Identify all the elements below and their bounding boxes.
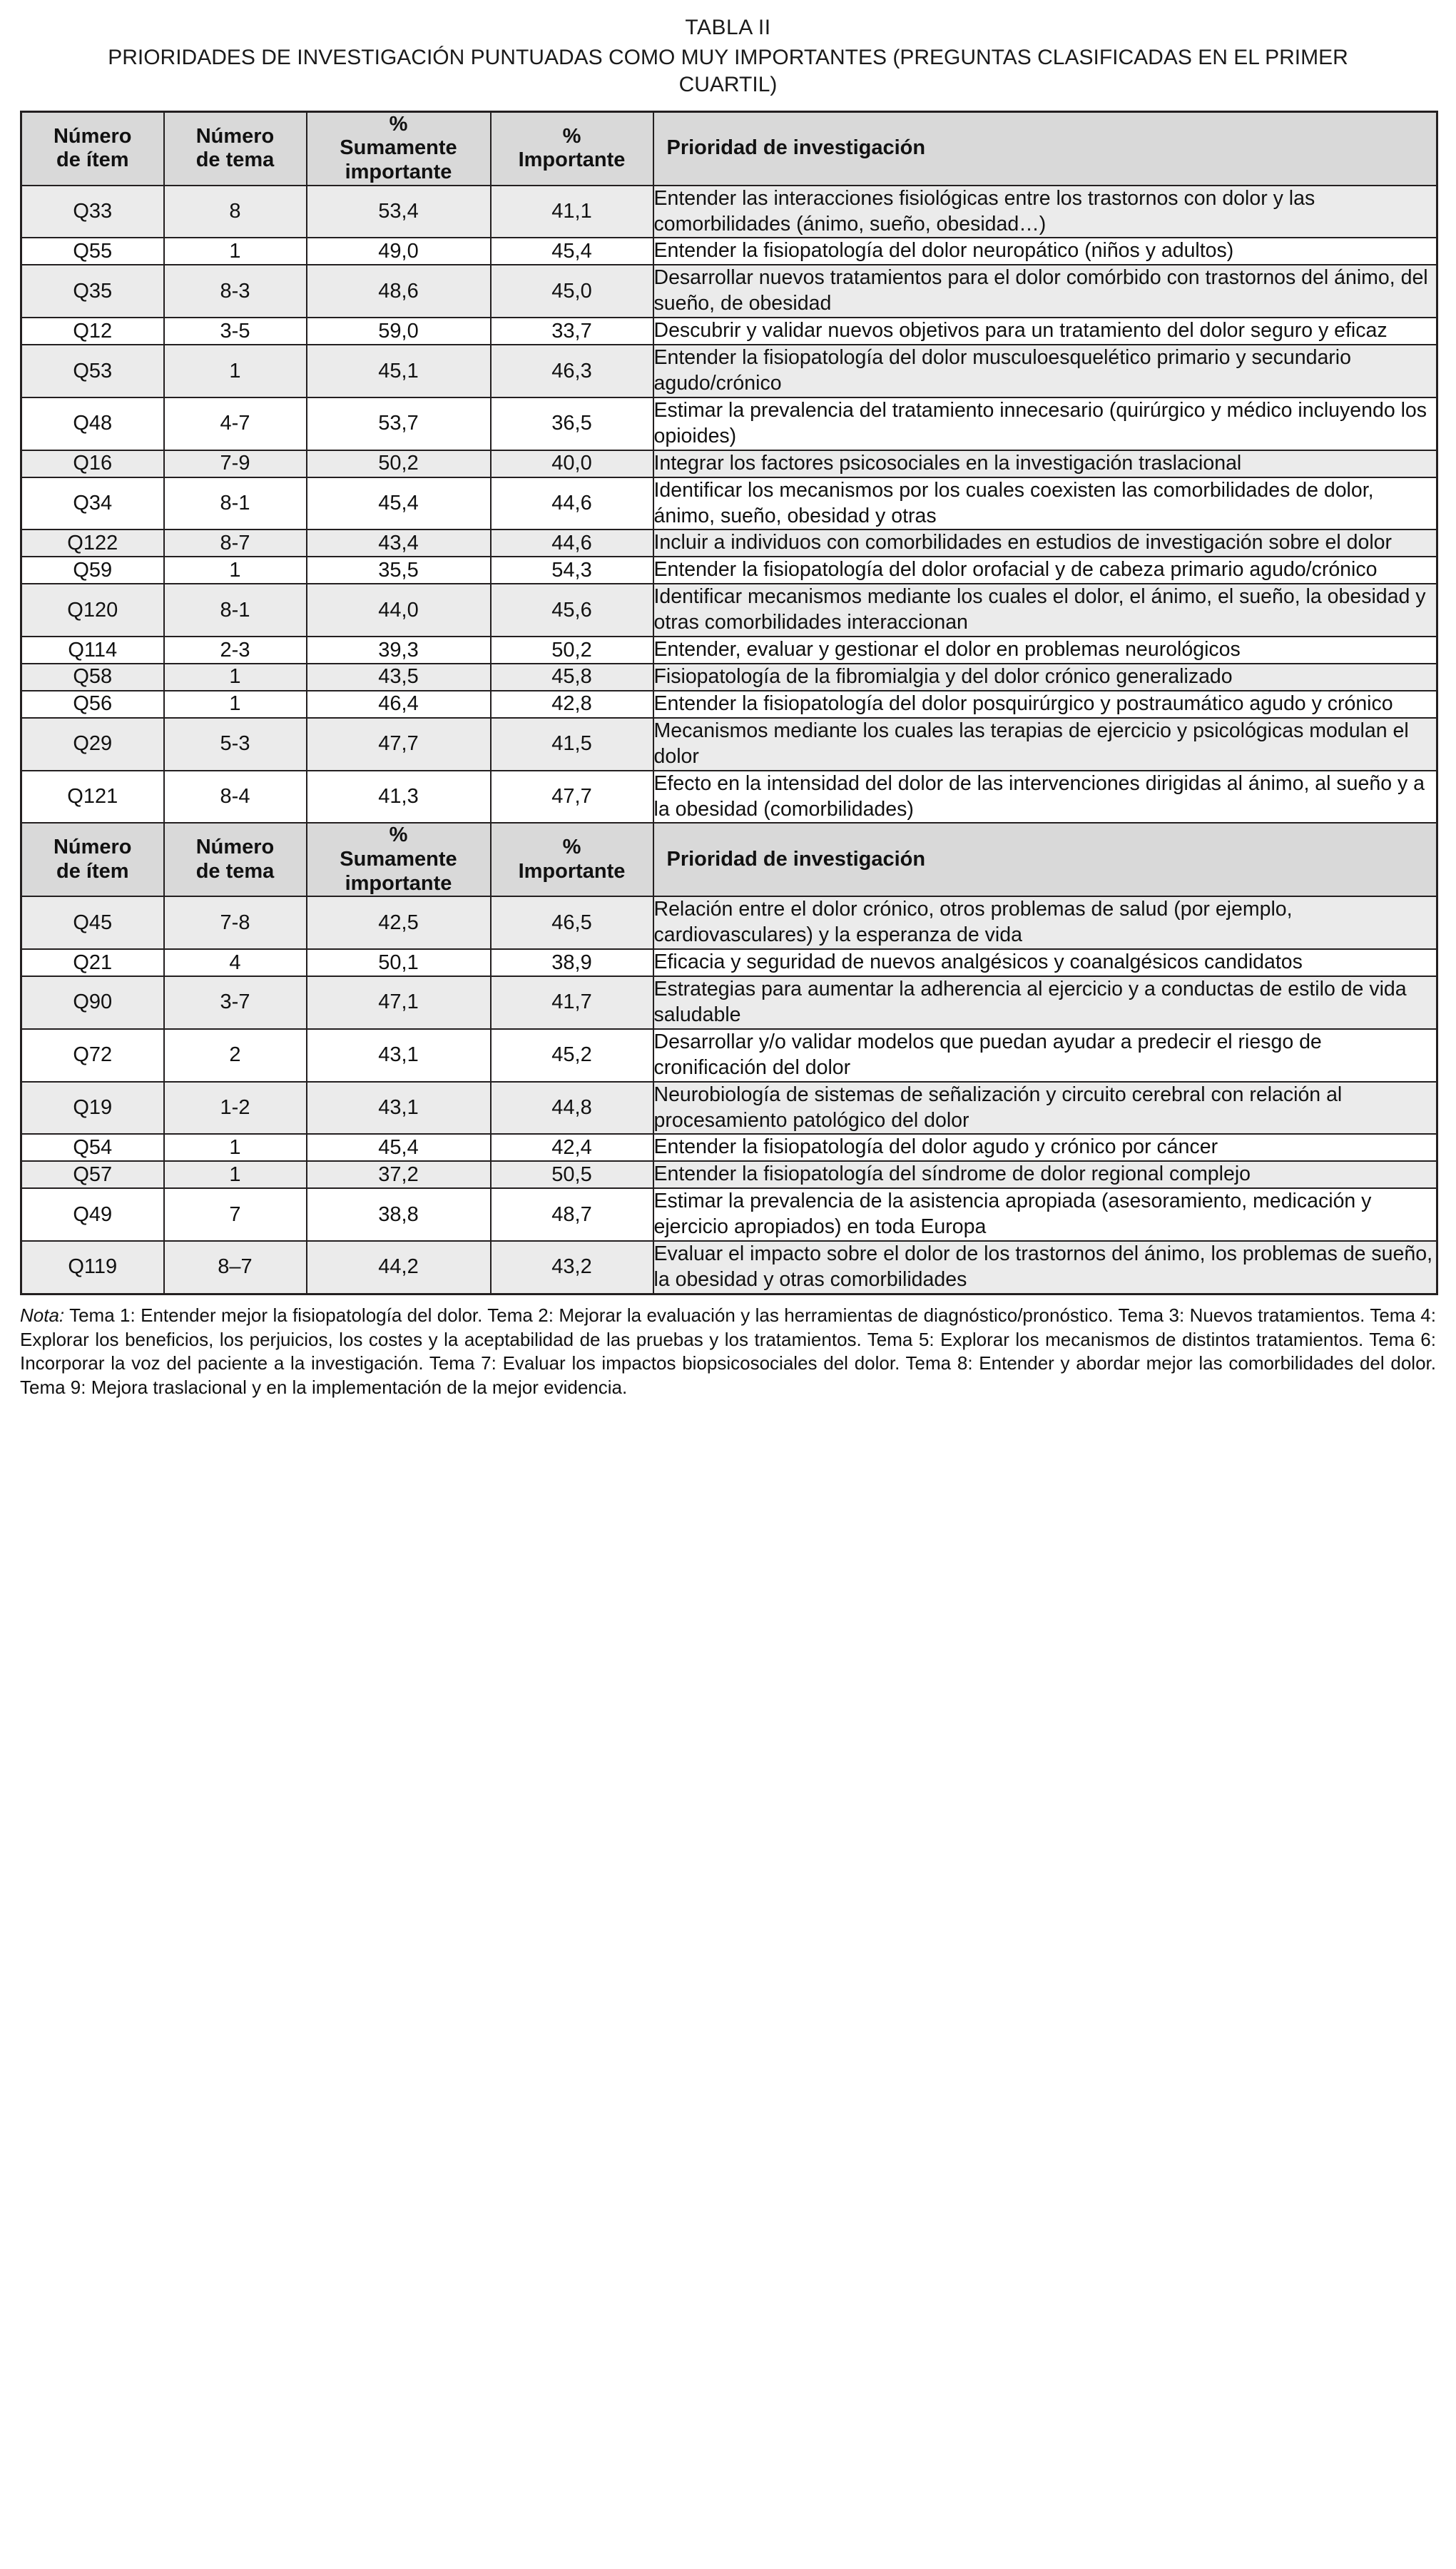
- cell-sumamente: 49,0: [307, 238, 491, 265]
- cell-item: Q57: [21, 1161, 164, 1188]
- cell-item: Q114: [21, 637, 164, 664]
- cell-tema: 1: [164, 664, 307, 691]
- table-caption: PRIORIDADES DE INVESTIGACIÓN PUNTUADAS COMO MUY IMPORTANTES (PREGUNTAS CLASIFICADAS EN EL PRIMER CUARTIL): [108, 46, 1348, 97]
- cell-prioridad: Entender, evaluar y gestionar el dolor en problemas neurológicos: [653, 637, 1437, 664]
- cell-prioridad: Identificar los mecanismos por los cuales coexisten las comorbilidades de dolor, ánimo, sueño, obesidad y otras: [653, 477, 1437, 530]
- cell-item: Q120: [21, 584, 164, 637]
- table-row: [21, 584, 1437, 637]
- cell-item: Q48: [21, 397, 164, 450]
- cell-item: Q72: [21, 1029, 164, 1082]
- cell-tema: 2-3: [164, 637, 307, 664]
- cell-prioridad: Eficacia y seguridad de nuevos analgésicos y coanalgésicos candidatos: [653, 949, 1437, 976]
- cell-prioridad: Fisiopatología de la fibromialgia y del dolor crónico generalizado: [653, 664, 1437, 691]
- cell-prioridad: Entender la fisiopatología del síndrome de dolor regional complejo: [653, 1161, 1437, 1188]
- cell-sumamente: 45,4: [307, 1134, 491, 1161]
- cell-sumamente: 44,0: [307, 584, 491, 637]
- cell-sumamente: 43,1: [307, 1029, 491, 1082]
- cell-importante: 46,5: [491, 896, 653, 949]
- table-row: [21, 718, 1437, 771]
- cell-importante: 54,3: [491, 557, 653, 584]
- table-row: [21, 691, 1437, 718]
- cell-tema: 7-8: [164, 896, 307, 949]
- cell-importante: 42,4: [491, 1134, 653, 1161]
- cell-tema: 3-5: [164, 318, 307, 345]
- cell-tema: 1: [164, 1161, 307, 1188]
- cell-item: Q56: [21, 691, 164, 718]
- cell-item: Q45: [21, 896, 164, 949]
- cell-sumamente: 38,8: [307, 1188, 491, 1241]
- table-row: [21, 450, 1437, 477]
- cell-importante: 45,0: [491, 265, 653, 318]
- cell-tema: 8-1: [164, 584, 307, 637]
- cell-sumamente: 43,1: [307, 1082, 491, 1135]
- table-row: [21, 345, 1437, 397]
- cell-importante: 40,0: [491, 450, 653, 477]
- cell-tema: 7-9: [164, 450, 307, 477]
- cell-prioridad: Identificar mecanismos mediante los cuales el dolor, el ánimo, el sueño, la obesidad y otras comorbilidades interaccionan: [653, 584, 1437, 637]
- cell-tema: 3-7: [164, 976, 307, 1029]
- cell-importante: 36,5: [491, 397, 653, 450]
- table-row: [21, 771, 1437, 824]
- cell-tema: 8-7: [164, 529, 307, 557]
- table-label: TABLA II: [685, 16, 771, 39]
- cell-item: Q34: [21, 477, 164, 530]
- cell-item: Q122: [21, 529, 164, 557]
- cell-importante: 44,8: [491, 1082, 653, 1135]
- cell-prioridad: Entender la fisiopatología del dolor posquirúrgico y postraumático agudo y crónico: [653, 691, 1437, 718]
- cell-importante: 50,5: [491, 1161, 653, 1188]
- cell-importante: 50,2: [491, 637, 653, 664]
- cell-sumamente: 53,4: [307, 186, 491, 238]
- cell-prioridad: Integrar los factores psicosociales en la investigación traslacional: [653, 450, 1437, 477]
- cell-prioridad: Estimar la prevalencia del tratamiento innecesario (quirúrgico y médico incluyendo los opioides): [653, 397, 1437, 450]
- cell-sumamente: 39,3: [307, 637, 491, 664]
- cell-prioridad: Entender la fisiopatología del dolor neuropático (niños y adultos): [653, 238, 1437, 265]
- cell-sumamente: 41,3: [307, 771, 491, 824]
- table-note: [20, 1304, 1436, 1400]
- cell-sumamente: 48,6: [307, 265, 491, 318]
- cell-sumamente: 50,1: [307, 949, 491, 976]
- table-row: [21, 664, 1437, 691]
- cell-prioridad: Entender la fisiopatología del dolor musculoesquelético primario y secundario agudo/crónico: [653, 345, 1437, 397]
- cell-importante: 45,8: [491, 664, 653, 691]
- cell-item: Q16: [21, 450, 164, 477]
- cell-importante: 44,6: [491, 529, 653, 557]
- cell-prioridad: Descubrir y validar nuevos objetivos para un tratamiento del dolor seguro y eficaz: [653, 318, 1437, 345]
- cell-prioridad: Efecto en la intensidad del dolor de las intervenciones dirigidas al ánimo, al sueño y a la obesidad (comorbilidades): [653, 771, 1437, 824]
- table-row: [21, 1134, 1437, 1161]
- cell-importante: 47,7: [491, 771, 653, 824]
- cell-tema: 1: [164, 1134, 307, 1161]
- cell-prioridad: Entender la fisiopatología del dolor orofacial y de cabeza primario agudo/crónico: [653, 557, 1437, 584]
- cell-importante: 44,6: [491, 477, 653, 530]
- cell-item: Q35: [21, 265, 164, 318]
- cell-item: Q33: [21, 186, 164, 238]
- cell-prioridad: Desarrollar y/o validar modelos que puedan ayudar a predecir el riesgo de cronificación del dolor: [653, 1029, 1437, 1082]
- cell-item: Q54: [21, 1134, 164, 1161]
- cell-sumamente: 59,0: [307, 318, 491, 345]
- note-text: Tema 1: Entender mejor la fisiopatología del dolor. Tema 2: Mejorar la evaluación y las herramientas de diagnóstico/pronóstico. Tema 3: Nuevos tratamientos. Tema 4: Explorar los beneficios, los perjuicios, los costes y la aceptabilidad de las pruebas y los tratamientos. Tema 5: Explorar los mecanismos de distintos tratamientos. Tema 6: Incorporar la voz del paciente a la investigación. Tema 7: Evaluar los impactos biopsicosociales del dolor. Tema 8: Entender y abordar mejor las comorbilidades del dolor. Tema 9: Mejora traslacional y en la implementación de la mejor evidencia.: [20, 1304, 1436, 1399]
- table-header-row: [21, 111, 1437, 185]
- table-row: [21, 238, 1437, 265]
- table-row: [21, 949, 1437, 976]
- cell-tema: 2: [164, 1029, 307, 1082]
- cell-item: Q121: [21, 771, 164, 824]
- cell-tema: 8-4: [164, 771, 307, 824]
- column-header-sumamente: % Sumamente importante: [307, 823, 491, 896]
- cell-item: Q49: [21, 1188, 164, 1241]
- column-header-item: Número de ítem: [21, 111, 164, 185]
- cell-item: Q59: [21, 557, 164, 584]
- cell-tema: 1: [164, 557, 307, 584]
- cell-item: Q21: [21, 949, 164, 976]
- cell-tema: 8-1: [164, 477, 307, 530]
- column-header-tema: Número de tema: [164, 823, 307, 896]
- cell-prioridad: Relación entre el dolor crónico, otros problemas de salud (por ejemplo, cardiovasculares) y la esperanza de vida: [653, 896, 1437, 949]
- cell-importante: 46,3: [491, 345, 653, 397]
- table-row: [21, 186, 1437, 238]
- cell-importante: 33,7: [491, 318, 653, 345]
- cell-sumamente: 53,7: [307, 397, 491, 450]
- cell-importante: 42,8: [491, 691, 653, 718]
- note-label: Nota:: [20, 1304, 65, 1326]
- cell-sumamente: 37,2: [307, 1161, 491, 1188]
- research-priorities-table: [20, 111, 1438, 1295]
- cell-prioridad: Mecanismos mediante los cuales las terapias de ejercicio y psicológicas modulan el dolor: [653, 718, 1437, 771]
- cell-tema: 5-3: [164, 718, 307, 771]
- cell-prioridad: Neurobiología de sistemas de señalización y circuito cerebral con relación al procesamiento patológico del dolor: [653, 1082, 1437, 1135]
- cell-item: Q12: [21, 318, 164, 345]
- table-row: [21, 1188, 1437, 1241]
- cell-tema: 8–7: [164, 1241, 307, 1294]
- cell-prioridad: Entender la fisiopatología del dolor agudo y crónico por cáncer: [653, 1134, 1437, 1161]
- cell-tema: 4: [164, 949, 307, 976]
- cell-item: Q90: [21, 976, 164, 1029]
- cell-importante: 45,6: [491, 584, 653, 637]
- cell-tema: 1: [164, 691, 307, 718]
- cell-importante: 41,7: [491, 976, 653, 1029]
- cell-prioridad: Estrategias para aumentar la adherencia al ejercicio y a conductas de estilo de vida saludable: [653, 976, 1437, 1029]
- column-header-sumamente: % Sumamente importante: [307, 111, 491, 185]
- table-row: [21, 896, 1437, 949]
- cell-sumamente: 43,5: [307, 664, 491, 691]
- cell-prioridad: Estimar la prevalencia de la asistencia apropiada (asesoramiento, medicación y ejercicio apropiados) en toda Europa: [653, 1188, 1437, 1241]
- cell-prioridad: Desarrollar nuevos tratamientos para el dolor comórbido con trastornos del ánimo, del sueño, de obesidad: [653, 265, 1437, 318]
- cell-sumamente: 42,5: [307, 896, 491, 949]
- table-row: [21, 976, 1437, 1029]
- cell-item: Q55: [21, 238, 164, 265]
- cell-sumamente: 35,5: [307, 557, 491, 584]
- cell-sumamente: 44,2: [307, 1241, 491, 1294]
- cell-importante: 38,9: [491, 949, 653, 976]
- cell-tema: 4-7: [164, 397, 307, 450]
- cell-sumamente: 43,4: [307, 529, 491, 557]
- cell-importante: 45,2: [491, 1029, 653, 1082]
- cell-prioridad: Incluir a individuos con comorbilidades en estudios de investigación sobre el dolor: [653, 529, 1437, 557]
- cell-sumamente: 47,7: [307, 718, 491, 771]
- table-row: [21, 1029, 1437, 1082]
- table-header-row: [21, 823, 1437, 896]
- column-header-prioridad: Prioridad de investigación: [653, 111, 1437, 185]
- column-header-item: Número de ítem: [21, 823, 164, 896]
- cell-tema: 1: [164, 238, 307, 265]
- cell-tema: 1: [164, 345, 307, 397]
- cell-item: Q19: [21, 1082, 164, 1135]
- table-row: [21, 1161, 1437, 1188]
- cell-sumamente: 45,4: [307, 477, 491, 530]
- cell-prioridad: Evaluar el impacto sobre el dolor de los trastornos del ánimo, los problemas de sueño, la obesidad y otras comorbilidades: [653, 1241, 1437, 1294]
- table-row: [21, 557, 1437, 584]
- column-header-tema: Número de tema: [164, 111, 307, 185]
- cell-item: Q53: [21, 345, 164, 397]
- table-row: [21, 477, 1437, 530]
- cell-item: Q29: [21, 718, 164, 771]
- table-row: [21, 1082, 1437, 1135]
- cell-item: Q58: [21, 664, 164, 691]
- cell-importante: 41,5: [491, 718, 653, 771]
- cell-tema: 1-2: [164, 1082, 307, 1135]
- cell-tema: 7: [164, 1188, 307, 1241]
- table-row: [21, 529, 1437, 557]
- cell-sumamente: 50,2: [307, 450, 491, 477]
- cell-tema: 8-3: [164, 265, 307, 318]
- cell-prioridad: Entender las interacciones fisiológicas entre los trastornos con dolor y las comorbilidades (ánimo, sueño, obesidad…): [653, 186, 1437, 238]
- cell-sumamente: 46,4: [307, 691, 491, 718]
- column-header-importante: % Importante: [491, 823, 653, 896]
- column-header-prioridad: Prioridad de investigación: [653, 823, 1437, 896]
- table-row: [21, 397, 1437, 450]
- cell-tema: 8: [164, 186, 307, 238]
- column-header-importante: % Importante: [491, 111, 653, 185]
- cell-sumamente: 47,1: [307, 976, 491, 1029]
- table-row: [21, 318, 1437, 345]
- cell-importante: 41,1: [491, 186, 653, 238]
- table-row: [21, 265, 1437, 318]
- table-row: [21, 1241, 1437, 1294]
- cell-importante: 45,4: [491, 238, 653, 265]
- cell-item: Q119: [21, 1241, 164, 1294]
- table-row: [21, 637, 1437, 664]
- cell-sumamente: 45,1: [307, 345, 491, 397]
- cell-importante: 48,7: [491, 1188, 653, 1241]
- cell-importante: 43,2: [491, 1241, 653, 1294]
